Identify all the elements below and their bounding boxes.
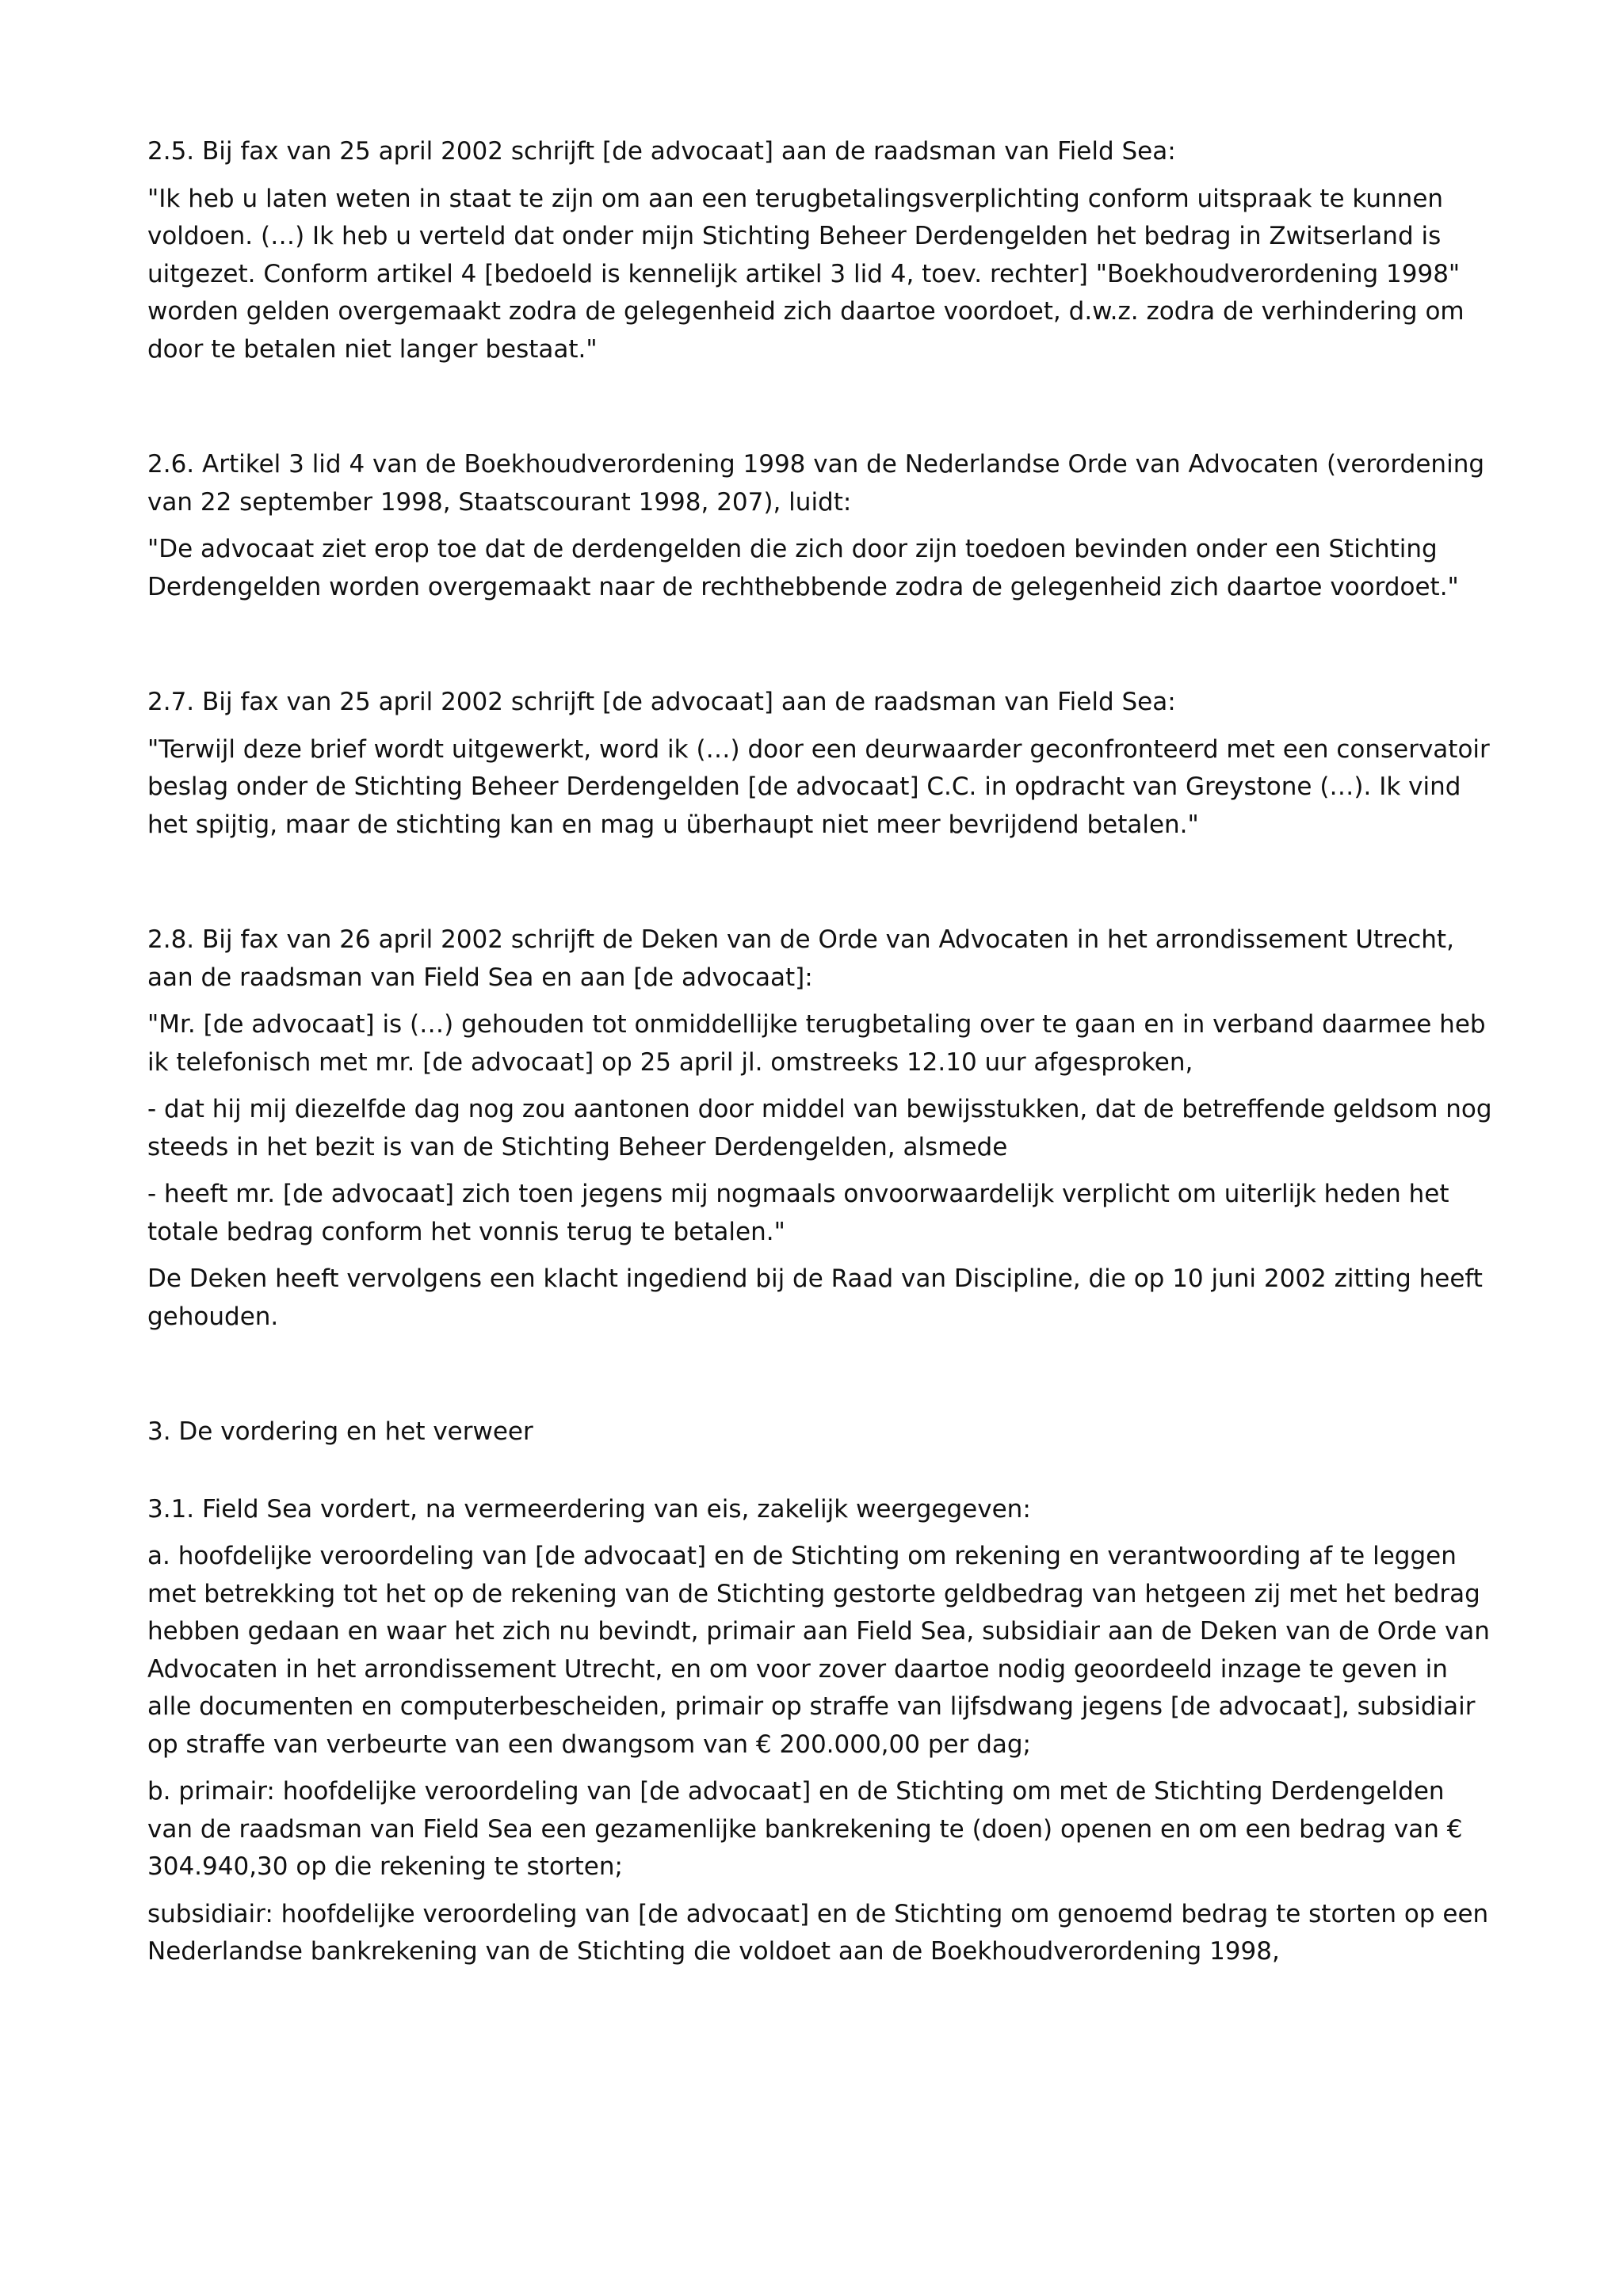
section-2-5-quote: "Ik heb u laten weten in staat te zijn om aan een terugbetalingsverplichting conform uitspraak te kunnen voldoen. (…) Ik heb u verteld dat onder mijn Stichting Beheer Derdengelden het bedrag in Zwitserland is uitgezet. Conform artikel 4 [bedoeld is kennelijk artikel 3 lid 4, toev. rechter] "Boekhoudverordening 1998" worden gelden overgemaakt zodra de gelegenheid zich daartoe voordoet, d.w.z. zodra de verhindering om door te betalen niet langer bestaat." (147, 184, 1465, 364)
section-2-6-heading: 2.6. Artikel 3 lid 4 van de Boekhoudverordening 1998 van de Nederlandse Orde van Advocaten (verordening van 22 september 1998, Staatscourant 1998, 207), luidt: (147, 450, 1485, 517)
spacer (147, 616, 1495, 684)
section-2-8-quote: "Mr. [de advocaat] is (…) gehouden tot onmiddellijke terugbetaling over te gaan en in verband daarmee heb ik telefonisch met mr. [de advocaat] op 25 april jl. omstreeks 12.10 uur afgesproken, (147, 1010, 1486, 1077)
section-3-1-item-a: a. hoofdelijke veroordeling van [de advocaat] en de Stichting om rekening en verantwoording af te leggen met betrekking tot het op de rekening van de Stichting gestorte geldbedrag van hetgeen zij met het bedrag hebben gedaan en waar het zich nu bevindt, primair aan Field Sea, subsidiair aan de Deken van de Orde van Advocaten in het arrondissement Utrecht, en om voor zover daartoe nodig geoordeeld inzage te geven in alle documenten en computerbescheiden, primair op straffe van lijfsdwang jegens [de advocaat], subsidiair op straffe van verbeurte van een dwangsom van € 200.000,00 per dag; (147, 1542, 1490, 1759)
section-2-7-heading: 2.7. Bij fax van 25 april 2002 schrijft [de advocaat] aan de raadsman van Field Sea: (147, 688, 1176, 716)
spacer (147, 1461, 1495, 1491)
section-3-1-heading: 3.1. Field Sea vordert, na vermeerdering van eis, zakelijk weergegeven: (147, 1494, 1031, 1524)
section-2-7-quote: "Terwijl deze brief wordt uitgewerkt, word ik (…) door een deurwaarder geconfronteerd met een conservatoir beslag onder de Stichting Beheer Derdengelden [de advocaat] C.C. in opdracht van Greystone (…). Ik vind het spijtig, maar de stichting kan en mag u überhaupt niet meer bevrijdend betalen." (147, 734, 1490, 839)
spacer (147, 378, 1495, 446)
section-3-1-item-b: b. primair: hoofdelijke veroordeling van [de advocaat] en de Stichting om met de Stichting Derdengelden van de raadsman van Field Sea een gezamenlijke bankrekening te (doen) openen en om een bedrag van € 304.940,30 op die rekening te storten; (147, 1777, 1463, 1881)
section-2-8-heading: 2.8. Bij fax van 26 april 2002 schrijft de Deken van de Orde van Advocaten in het arrondissement Utrecht, aan de raadsman van Field Sea en aan [de advocaat]: (147, 925, 1454, 992)
section-2-6-quote: "De advocaat ziet erop toe dat de derdengelden die zich door zijn toedoen bevinden onder een Stichting Derdengelden worden overgemaakt naar de rechthebbende zodra de gelegenheid zich daartoe voordoet." (147, 535, 1459, 601)
section-3-title: 3. De vordering en het verweer (147, 1417, 533, 1446)
document-body (147, 133, 1495, 1981)
section-2-8-item-1: - dat hij mij diezelfde dag nog zou aantonen door middel van bewijsstukken, dat de betreffende geldsom nog steeds in het bezit is van de Stichting Beheer Derdengelden, alsmede (147, 1095, 1492, 1161)
section-2-5-heading: 2.5. Bij fax van 25 april 2002 schrijft [de advocaat] aan de raadsman van Field Sea: (147, 137, 1176, 166)
spacer (147, 853, 1495, 921)
spacer (147, 1345, 1495, 1413)
section-2-8-note: De Deken heeft vervolgens een klacht ingediend bij de Raad van Discipline, die op 10 juni 2002 zitting heeft gehouden. (147, 1264, 1483, 1331)
section-3-1-subsidiair: subsidiair: hoofdelijke veroordeling van [de advocaat] en de Stichting om genoemd bedrag te storten op een Nederlandse bankrekening van de Stichting die voldoet aan de Boekhoudverordening 1998, (147, 1899, 1489, 1966)
section-2-8-item-2: - heeft mr. [de advocaat] zich toen jegens mij nogmaals onvoorwaardelijk verplicht om uiterlijk heden het totale bedrag conform het vonnis terug te betalen." (147, 1180, 1449, 1246)
